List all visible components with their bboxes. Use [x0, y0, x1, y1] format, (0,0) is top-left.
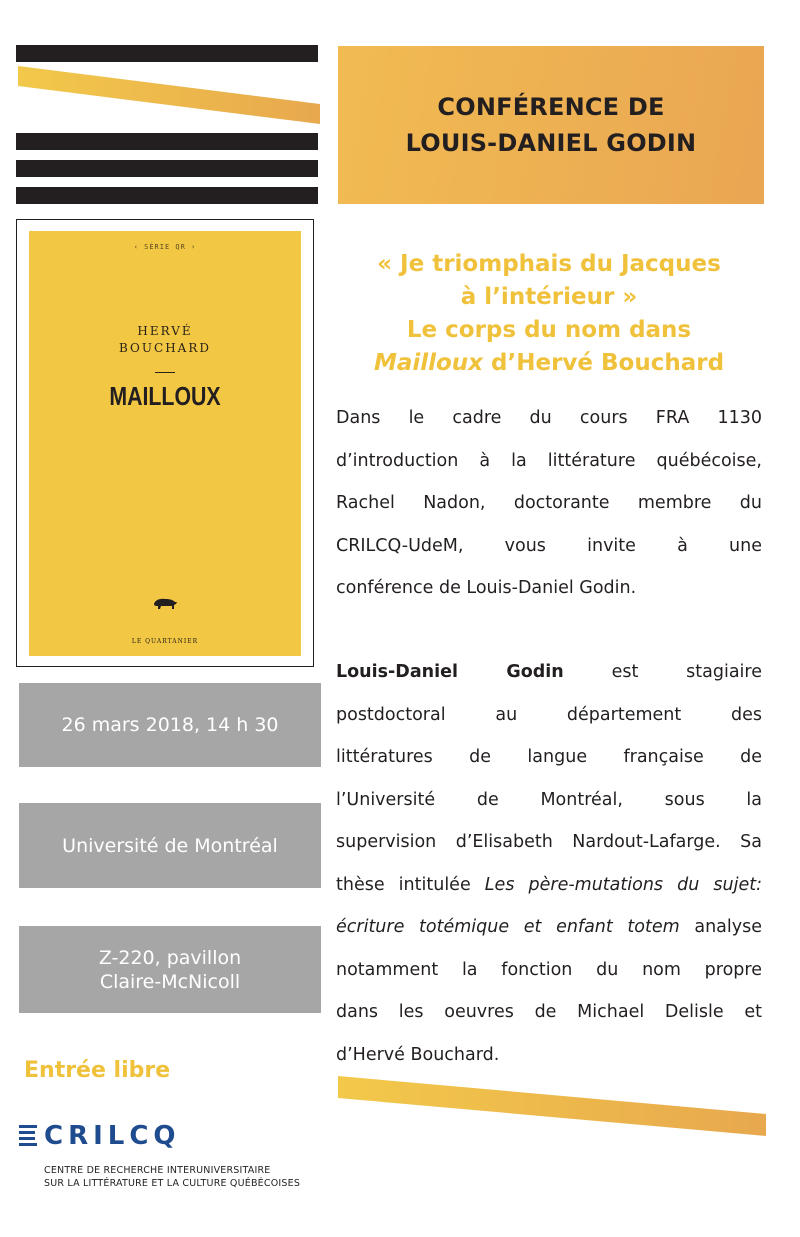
admission-label: Entrée libre: [24, 1058, 171, 1083]
intro-line: d’introduction à la littérature québécoise,: [336, 450, 762, 471]
intro-line: Rachel Nadon, doctorante membre du: [336, 493, 762, 513]
talk-title-author: d’Hervé Bouchard: [483, 350, 725, 376]
bio-line: postdoctoral au département des: [336, 704, 762, 725]
logo-bars-icon: [19, 1125, 41, 1151]
book-publisher: LE QUARTANIER: [131, 638, 199, 645]
book-cover: [29, 231, 301, 656]
logo-subtitle-line: CENTRE DE RECHERCHE INTERUNIVERSITAIRE: [44, 1165, 271, 1176]
book-author-line: HERVÉ: [137, 324, 193, 338]
bio-line: dans les oeuvres de Michael Delisle et: [336, 1002, 762, 1022]
intro-paragraph: [336, 397, 762, 610]
bio-line: notamment la fonction du nom propre: [336, 959, 762, 980]
event-venue: Université de Montréal: [62, 834, 278, 857]
book-cover-image: [16, 219, 314, 667]
decorative-gold-slant: [18, 66, 320, 126]
bio-line: [336, 864, 762, 907]
event-venue-box: [19, 803, 321, 888]
bio-line: [336, 651, 762, 694]
bio-text: analyse: [679, 917, 762, 937]
event-title-line: LOUIS-DANIEL GODIN: [405, 129, 697, 157]
decorative-stripe: [16, 45, 318, 62]
talk-title-book: Mailloux: [373, 350, 484, 376]
decorative-stripe: [16, 187, 318, 204]
intro-line: Dans le cadre du cours FRA 1130: [336, 408, 762, 428]
talk-title-line: à l’intérieur »: [460, 284, 638, 310]
talk-title-line: Le corps du nom dans: [406, 317, 692, 343]
bio-paragraph: [336, 651, 762, 1076]
book-author: [29, 323, 301, 357]
decorative-stripe: [16, 160, 318, 177]
logo-subtitle: [44, 1164, 300, 1190]
logo-subtitle-line: SUR LA LITTÉRATURE ET LA CULTURE QUÉBÉCOISES: [44, 1178, 301, 1189]
event-room-line: Claire-McNicoll: [99, 970, 241, 993]
intro-line: conférence de Louis-Daniel Godin.: [336, 578, 637, 598]
event-room-line: Z-220, pavillon: [98, 946, 242, 969]
book-title: MAILLOUX: [109, 381, 221, 411]
bio-text: est stagiaire: [563, 662, 762, 682]
bio-line: littératures de langue française de: [336, 747, 762, 767]
event-date-box: [19, 683, 321, 767]
bio-line: d’Hervé Bouchard.: [336, 1044, 500, 1065]
book-author-line: BOUCHARD: [119, 341, 211, 355]
event-title-banner: [338, 46, 764, 204]
talk-title-line: [338, 347, 760, 380]
bio-line: supervision d’Elisabeth Nardout-Lafarge. Sa: [336, 832, 762, 852]
book-series-label: ‹ SÉRIE QR ›: [133, 243, 197, 251]
event-room-box: [19, 926, 321, 1013]
speaker-name: Louis-Daniel Godin: [336, 662, 564, 682]
event-title-line: CONFÉRENCE DE: [437, 93, 665, 121]
logo-wordmark: CRILCQ: [44, 1121, 181, 1151]
bio-line: [336, 906, 762, 949]
event-date: 26 mars 2018, 14 h 30: [61, 714, 279, 736]
boar-icon: [152, 595, 178, 613]
book-divider: [155, 372, 175, 373]
decorative-stripe: [16, 133, 318, 150]
thesis-title: Les père-mutations du sujet:: [484, 874, 762, 895]
intro-line: CRILCQ-UdeM, vous invite à une: [336, 535, 762, 556]
talk-title-line: « Je triomphais du Jacques: [377, 251, 721, 277]
bio-text: thèse intitulée: [336, 874, 485, 895]
thesis-title: écriture totémique et enfant totem: [336, 917, 680, 937]
talk-title: [338, 248, 760, 380]
decorative-gold-slant: [338, 1076, 766, 1138]
bio-line: l’Université de Montréal, sous la: [336, 789, 762, 810]
